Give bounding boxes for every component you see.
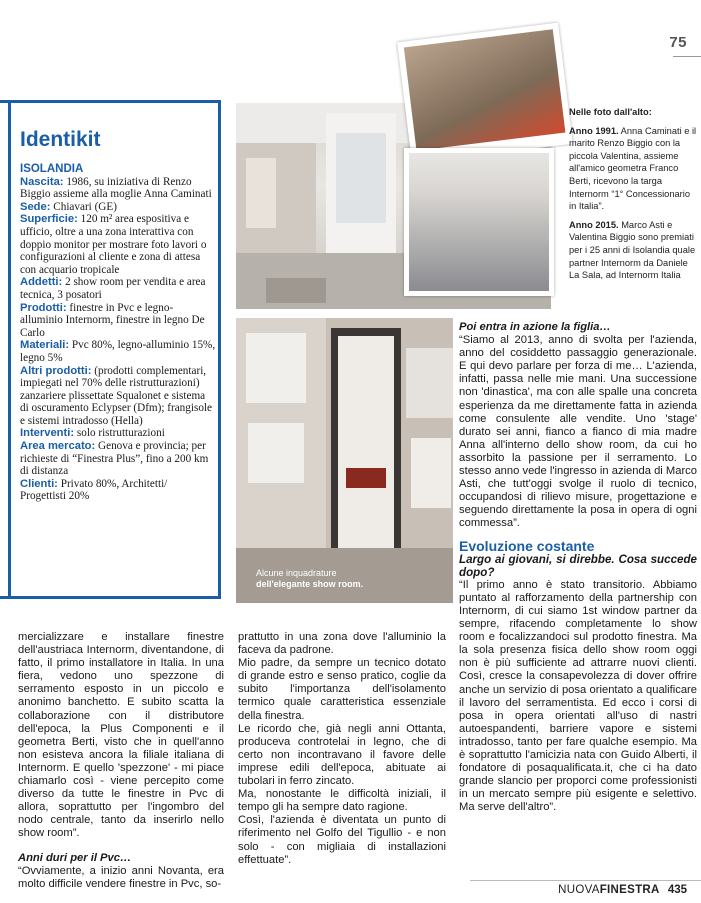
article-column-2 bbox=[238, 631, 446, 867]
identikit-title: Identikit bbox=[20, 128, 101, 151]
footer bbox=[558, 884, 687, 896]
paragraph: prattutto in una zona dove l'alluminio la faceva da padrone. bbox=[238, 631, 446, 657]
caption-1991: Anno 1991. Anna Caminati e il marito Renzo Biggio con la piccola Valentina, assieme all'amico geometra Franco Berti, ricevono la targa Internorm “1° Concessionario in Italia”. bbox=[569, 125, 697, 212]
page-number-top: 75 bbox=[669, 34, 687, 51]
article-column-1 bbox=[18, 631, 224, 891]
identikit-row: Addetti: 2 show room per vendita e area tecnica, 3 posatori bbox=[20, 276, 206, 301]
identikit-row: Sede: Chiavari (GE) bbox=[20, 200, 117, 213]
identikit-box bbox=[8, 100, 221, 599]
identikit-row: Prodotti: finestre in Pvc e legno-alluminio Internorm, finestre in legno De Carlo bbox=[20, 301, 205, 339]
identikit-row: Area mercato: Genova e provincia; per richieste di “Finestra Plus”, fino a 200 km di distanza bbox=[20, 440, 209, 478]
section-subtitle: Largo ai giovani, si direbbe. Cosa succede dopo? bbox=[459, 552, 697, 579]
paragraph: mercializzare e installare finestre dell'austriaca Internorm, diventandone, di fatto, il primo installatore in Italia. In una fiera, vedono uno spezzone di serramento esposto in un piccolo e anonimo banchetto. E subito scatta la collaborazione con il distributore dell'epoca, la Plus Componenti e il geometra Berti, visto che in quell'anno non esisteva ancora la filiale italiana di Internorm. E quello 'spezzone' - mi piace chiamarlo così - viene percepito come diverso da tutte le finestre in Pvc di allora, soprattutto per l'ingombro del nodo centrale, tanto da inserirlo nello show room”. bbox=[18, 631, 224, 840]
identikit-row: Interventi: solo ristrutturazioni bbox=[20, 427, 165, 440]
identikit-row: Altri prodotti: (prodotti complementari, impiegati nel 70% delle ristrutturazioni) zanzariere plissettate Squalonet e sistema di oscuramento Eclypser (Dfm); frangisole e sistemi intradosso (Hella) bbox=[20, 364, 212, 427]
polaroid-1991 bbox=[397, 23, 573, 164]
caption-title: Nelle foto dall'alto: bbox=[569, 107, 652, 117]
door-photo-caption: Alcune inquadrature dell'elegante show room. bbox=[256, 568, 364, 589]
section-title: Evoluzione costante bbox=[459, 537, 595, 554]
subheading: Anni duri per il Pvc… bbox=[18, 851, 132, 864]
identikit-row: Clienti: Privato 80%, Architetti/ Progettisti 20% bbox=[20, 477, 168, 503]
paragraph: Mio padre, da sempre un tecnico dotato di grande estro e senso pratico, coglie da subito l'importanza dell'isolamento termico quale caratteristica essenziale della finestra. bbox=[238, 657, 446, 722]
box-tab-top bbox=[0, 100, 8, 103]
identikit-row: Materiali: Pvc 80%, legno-alluminio 15%, legno 5% bbox=[20, 339, 216, 364]
article-column-3 bbox=[459, 321, 697, 814]
footer-rule bbox=[470, 880, 701, 881]
subheading: Poi entra in azione la figlia… bbox=[459, 321, 611, 333]
photo-caption-right bbox=[569, 106, 697, 288]
identikit-row: Superficie: 120 m² area espositiva e ufficio, oltre a una zona interattiva con doppio monitor per mostrare foto lavori o configurazioni al cliente e zona di attesa con acquario tropicale bbox=[20, 213, 207, 276]
paragraph: “Siamo al 2013, anno di svolta per l'azienda, anno del cosiddetto passaggio generazionale. E qui devo parlare per forza di me… L'azienda, infatti, passa nelle mie mani. Una successione non 'dinastica', ma con alle spalle una concreta esperienza da me direttamente fatta in azienda come consulente alle vendite. Uno 'stage' durato sei anni, fianco a fianco di mia madre Anna all'interno dello show room, da cui ho assorbito la passione per il serramento. Lo stesso anno vede l'ingresso in azienda di Marco Asti, che tutt'oggi svolge il ruolo di tecnico, occupandosi di rilievo misure, progettazione e seguendo direttamente la posa in opera di ogni commessa”. bbox=[459, 334, 697, 530]
page-number-bottom: 435 bbox=[667, 884, 687, 896]
identikit-body bbox=[20, 163, 216, 503]
polaroid-2015 bbox=[404, 148, 554, 296]
identikit-company: ISOLANDIA bbox=[20, 163, 84, 175]
paragraph: “Il primo anno è stato transitorio. Abbiamo puntato al rafforzamento della partnership con Internorm, di cui siamo 1st window partner da sempre, rifacendo completamente lo show room e focalizzandoci sul prodotto finestra. Ma la sola presenza fisica dello show room oggi non è più sufficiente ad attrarre nuovi clienti. Così, cresce la consapevolezza di dover offrire anche un servizio di posa orientato a qualificare il lavoro del serramentista. Ed ecco i corsi di posa in opera orientati all'uso di nastri autoespandenti, barriere vapore e sistemi intradosso, tanto per fare qualche esempio. Ma è soprattutto l'amicizia nata con Guido Alberti, il fondatore di posaqualificata.it, che ci ha dato grande slancio per proporci come professionisti in un mercato sempre più esigente e selettivo. Ma serve dell'altro”. bbox=[459, 578, 697, 814]
caption-2015: Anno 2015. Marco Asti e Valentina Biggio sono premiati per i 25 anni di Isolandia quale partner Internorm da Daniele La Sala, ad Internorm Italia bbox=[569, 219, 696, 281]
showroom-photo-door bbox=[236, 318, 453, 603]
paragraph: Così, l'azienda è diventata un punto di riferimento nel Golfo del Tigullio - e non solo - con migliaia di installazioni effettuate”. bbox=[238, 814, 446, 866]
identikit-row: Nascita: 1986, su iniziativa di Renzo Biggio assieme alla moglie Anna Caminati bbox=[20, 175, 212, 201]
paragraph: Le ricordo che, già negli anni Ottanta, produceva controtelai in legno, che di certo non incontravano il favore delle imprese edili dell'epoca, abituate ai tubolari in ferro zincato. bbox=[238, 722, 446, 788]
top-rule bbox=[673, 56, 701, 57]
paragraph: Ma, nonostante le difficoltà iniziali, il tempo gli ha sempre dato ragione. bbox=[238, 788, 446, 814]
paragraph: “Ovviamente, a inizio anni Novanta, era molto difficile vendere finestre in Pvc, so- bbox=[18, 864, 224, 890]
magazine-logo: NUOVAFINESTRA bbox=[558, 884, 660, 896]
box-tab-bottom bbox=[0, 596, 8, 599]
